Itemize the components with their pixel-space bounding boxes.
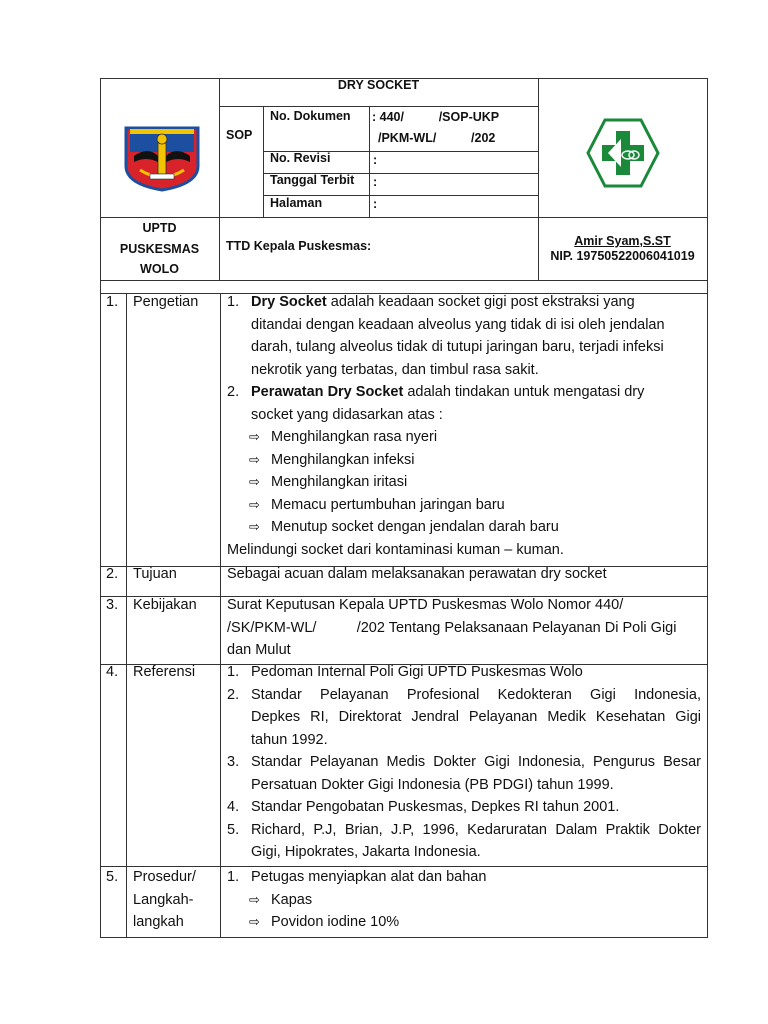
definition-item-2-cont: socket yang didasarkan atas : xyxy=(251,406,443,423)
field-value-tanggal-terbit: : xyxy=(373,175,378,189)
definition-item-2: 2. Perawatan Dry Socket adalah tindakan untuk mengatasi dry xyxy=(227,384,645,400)
field-label-halaman: Halaman xyxy=(270,196,323,210)
kebijakan-line: dan Mulut xyxy=(227,642,291,658)
arrow-right-icon: ⇨ xyxy=(249,451,260,467)
signer-name: Amir Syam,S.ST xyxy=(574,234,671,248)
field-label-no-dokumen: No. Dokumen xyxy=(270,109,351,123)
kebijakan-line: /SK/PKM-WL/ /202 Tentang Pelaksanaan Pelayanan Di Poli Gigi xyxy=(227,619,677,636)
signer-nip: NIP. 19750522006041019 xyxy=(550,249,695,263)
term-dry-socket: Dry Socket xyxy=(251,294,327,310)
section-label-referensi: Referensi xyxy=(133,664,196,680)
field-label-tanggal-terbit: Tanggal Terbit xyxy=(270,173,355,187)
field-value-no-dokumen-2: /PKM-WL/ /202 xyxy=(378,131,496,145)
section-label-kebijakan: Kebijakan xyxy=(133,597,197,613)
procedure-step: 1. Petugas menyiapkan alat dan bahan xyxy=(227,869,487,885)
bullet-item: ⇨ Menghilangkan iritasi xyxy=(227,471,701,494)
kebijakan-line: Surat Keputusan Kepala UPTD Puskesmas Wolo Nomor 440/ xyxy=(227,597,624,613)
section-number-2: 2. xyxy=(106,566,119,582)
definition-item-1-cont-1: ditandai dengan keadaan alveolus yang tidak di isi oleh jendalan xyxy=(251,316,665,333)
procedure-list xyxy=(227,866,701,934)
definition-item-1: 1. Dry Socket adalah keadaan socket gigi post ekstraksi yang xyxy=(227,294,635,310)
regency-logo xyxy=(120,122,204,192)
bullet-item: ⇨ Memacu pertumbuhan jaringan baru xyxy=(227,494,701,517)
field-value-no-revisi: : xyxy=(373,153,378,167)
org-line-3: WOLO xyxy=(140,262,179,276)
document-title: DRY SOCKET xyxy=(337,78,420,92)
section-number-3: 3. xyxy=(106,597,119,613)
term-perawatan-dry-socket: Perawatan Dry Socket xyxy=(251,384,404,400)
sop-label: SOP xyxy=(226,128,253,142)
field-label-no-revisi: No. Revisi xyxy=(270,151,331,165)
kebijakan-text xyxy=(227,594,701,662)
signature-label: TTD Kepala Puskesmas: xyxy=(226,239,372,253)
org-line-1: UPTD xyxy=(142,221,177,235)
reference-item: 5. Richard, P.J, Brian, J.P, 1996, Kedaruratan Dalam Praktik Dokter Gigi, Hipokrates, Jakarta Indonesia. xyxy=(227,821,701,860)
definition-item-1-cont-2: darah, tulang alveolus tidak di tutupi jaringan baru, terjadi infeksi xyxy=(251,339,664,355)
arrow-right-icon: ⇨ xyxy=(249,496,260,512)
arrow-right-icon: ⇨ xyxy=(249,429,260,444)
bullet-item: ⇨ Povidon iodine 10% xyxy=(227,911,701,934)
arrow-right-icon: ⇨ xyxy=(249,914,260,929)
field-value-no-dokumen-1: : 440/ /SOP-UKP xyxy=(372,110,500,124)
org-line-2: PUSKESMAS xyxy=(119,241,200,256)
bullet-item: ⇨ Kapas xyxy=(227,889,701,912)
field-value-halaman: : xyxy=(373,197,378,211)
definition-item-1-cont-3: nekrotik yang terbatas, dan timbul rasa sakit. xyxy=(251,361,539,378)
definition-list xyxy=(227,291,701,561)
reference-item: 4. Standar Pengobatan Puskesmas, Depkes RI tahun 2001. xyxy=(227,799,620,815)
section-number-5: 5. xyxy=(106,869,119,885)
tujuan-text: Sebagai acuan dalam melaksanakan perawatan dry socket xyxy=(227,566,607,582)
arrow-right-icon: ⇨ xyxy=(249,519,260,534)
section-label-prosedur: Prosedur/ Langkah- langkah xyxy=(133,869,196,930)
org-name xyxy=(100,218,219,280)
arrow-right-icon: ⇨ xyxy=(249,891,260,907)
puskesmas-logo xyxy=(585,117,661,189)
section-label-tujuan: Tujuan xyxy=(133,566,177,582)
section-label-pengertian: Pengetian xyxy=(133,294,199,310)
bullet-item: ⇨ Menghilangkan rasa nyeri xyxy=(227,426,701,449)
reference-list xyxy=(227,661,701,864)
reference-item: 1. Pedoman Internal Poli Gigi UPTD Puskesmas Wolo xyxy=(227,664,583,680)
bullet-item: ⇨ Menutup socket dengan jendalan darah baru xyxy=(227,516,701,539)
reference-item: 2. Standar Pelayanan Profesional Kedokteran Gigi Indonesia, Depkes RI, Direktorat Jendral Pelayanan Medik Kesehatan Gigi tahun 1992. xyxy=(227,686,701,748)
reference-item: 3. Standar Pelayanan Medis Dokter Gigi Indonesia, Pengurus Besar Persatuan Dokter Gigi Indonesia (PB PDGI) tahun 1999. xyxy=(227,754,701,793)
section-number-1: 1. xyxy=(106,294,119,310)
definition-closing: Melindungi socket dari kontaminasi kuman – kuman. xyxy=(227,541,564,558)
section-number-4: 4. xyxy=(106,664,119,680)
arrow-right-icon: ⇨ xyxy=(249,474,260,489)
bullet-item: ⇨ Menghilangkan infeksi xyxy=(227,449,701,472)
